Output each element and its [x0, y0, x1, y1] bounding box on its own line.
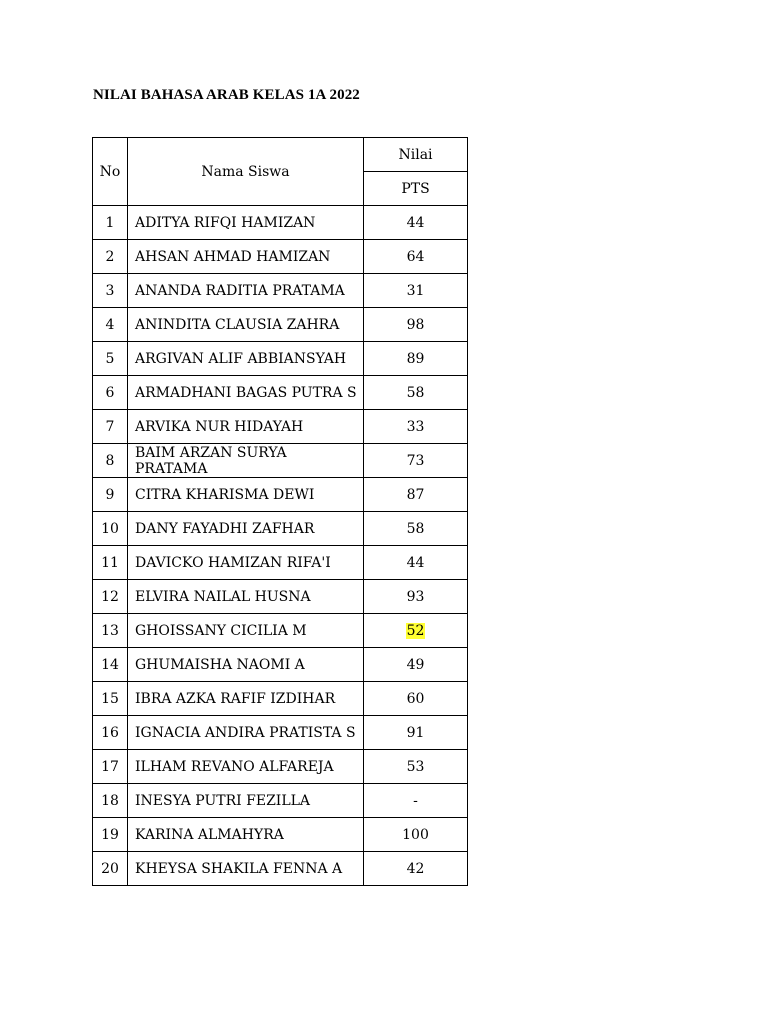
pts-score [364, 580, 468, 614]
pts-score [364, 512, 468, 546]
pts-score-text: 64 [406, 248, 425, 265]
table-row [93, 818, 468, 852]
pts-score-text: 98 [406, 316, 425, 333]
student-name-text: ADITYA RIFQI HAMIZAN [135, 214, 316, 231]
table-row [93, 478, 468, 512]
student-name-text: IGNACIA ANDIRA PRATISTA S [135, 724, 356, 741]
student-name [128, 410, 364, 444]
table-row [93, 444, 468, 478]
student-name [128, 818, 364, 852]
pts-score [364, 342, 468, 376]
pts-score-text: 89 [406, 350, 425, 367]
pts-score [364, 274, 468, 308]
student-name-text: ARMADHANI BAGAS PUTRA S [135, 384, 357, 401]
table-row [93, 206, 468, 240]
student-name-text: GHUMAISHA NAOMI A [135, 656, 305, 673]
table-row [93, 614, 468, 648]
pts-score-text: 87 [406, 486, 425, 503]
pts-score-text: 58 [406, 520, 425, 537]
student-name-text: AHSAN AHMAD HAMIZAN [135, 248, 331, 265]
table-row [93, 546, 468, 580]
row-number: 2 [93, 240, 128, 274]
pts-score-text: 93 [406, 588, 425, 605]
student-name-text: ILHAM REVANO ALFAREJA [135, 758, 334, 775]
row-number: 9 [93, 478, 128, 512]
pts-score-text: 33 [406, 418, 425, 435]
pts-score [364, 852, 468, 886]
row-number: 11 [93, 546, 128, 580]
student-name [128, 240, 364, 274]
pts-score [364, 376, 468, 410]
row-number: 7 [93, 410, 128, 444]
row-number: 16 [93, 716, 128, 750]
table-row [93, 784, 468, 818]
row-number: 13 [93, 614, 128, 648]
student-name [128, 580, 364, 614]
student-name-text: ARGIVAN ALIF ABBIANSYAH [135, 350, 347, 367]
pts-score-text: 42 [406, 860, 425, 877]
pts-score-text: 53 [406, 758, 425, 775]
student-name-text: DANY FAYADHI ZAFHAR [135, 520, 315, 537]
student-name [128, 614, 364, 648]
pts-score [364, 818, 468, 852]
pts-score-text: 91 [406, 724, 425, 741]
student-name [128, 444, 364, 478]
table-row [93, 274, 468, 308]
student-name [128, 206, 364, 240]
pts-score [364, 750, 468, 784]
student-name [128, 376, 364, 410]
row-number: 18 [93, 784, 128, 818]
table-row [93, 648, 468, 682]
pts-score-text: 73 [406, 452, 425, 469]
table-row [93, 852, 468, 886]
table-row [93, 716, 468, 750]
student-name-text: INESYA PUTRI FEZILLA [135, 792, 311, 809]
highlighted-score: 52 [406, 622, 425, 639]
student-name [128, 682, 364, 716]
table-row [93, 376, 468, 410]
row-number: 17 [93, 750, 128, 784]
pts-score-text: 100 [402, 826, 429, 843]
student-name-text: KARINA ALMAHYRA [135, 826, 284, 843]
pts-score [364, 546, 468, 580]
row-number: 3 [93, 274, 128, 308]
student-name [128, 478, 364, 512]
student-name-text: BAIM ARZAN SURYA PRATAMA [135, 444, 287, 477]
student-name-text: CITRA KHARISMA DEWI [135, 486, 315, 503]
row-number: 6 [93, 376, 128, 410]
student-name-text: IBRA AZKA RAFIF IZDIHAR [135, 690, 336, 707]
pts-score [364, 240, 468, 274]
pts-score [364, 716, 468, 750]
student-name [128, 750, 364, 784]
student-name-text: ANANDA RADITIA PRATAMA [135, 282, 345, 299]
header-no: No [93, 138, 128, 206]
pts-score-text: 31 [406, 282, 425, 299]
pts-score [364, 614, 468, 648]
row-number: 4 [93, 308, 128, 342]
pts-score [364, 444, 468, 478]
student-name [128, 274, 364, 308]
row-number: 19 [93, 818, 128, 852]
row-number: 10 [93, 512, 128, 546]
table-row [93, 580, 468, 614]
document-title: NILAI BAHASA ARAB KELAS 1A 2022 [93, 87, 360, 103]
row-number: 1 [93, 206, 128, 240]
student-name [128, 852, 364, 886]
row-number: 8 [93, 444, 128, 478]
pts-score [364, 682, 468, 716]
student-name-text: ANINDITA CLAUSIA ZAHRA [135, 316, 340, 333]
student-name-text: KHEYSA SHAKILA FENNA A [135, 860, 343, 877]
table-row [93, 682, 468, 716]
student-name-text: GHOISSANY CICILIA M [135, 622, 307, 639]
pts-score-text: - [413, 792, 418, 809]
table-row [93, 512, 468, 546]
row-number: 12 [93, 580, 128, 614]
student-name [128, 546, 364, 580]
table-row [93, 308, 468, 342]
row-number: 5 [93, 342, 128, 376]
student-name-text: ARVIKA NUR HIDAYAH [135, 418, 304, 435]
student-name-text: DAVICKO HAMIZAN RIFA'I [135, 554, 331, 571]
student-name [128, 716, 364, 750]
pts-score [364, 478, 468, 512]
student-name [128, 784, 364, 818]
row-number: 14 [93, 648, 128, 682]
table-row [93, 240, 468, 274]
student-name [128, 342, 364, 376]
table-header-row [93, 138, 468, 172]
pts-score-text: 44 [406, 554, 425, 571]
pts-score [364, 308, 468, 342]
pts-score-text: 44 [406, 214, 425, 231]
pts-score [364, 784, 468, 818]
pts-score [364, 648, 468, 682]
row-number: 15 [93, 682, 128, 716]
pts-score-text: 49 [406, 656, 425, 673]
header-pts: PTS [364, 172, 468, 206]
pts-score [364, 410, 468, 444]
grades-table [92, 137, 468, 886]
student-name [128, 648, 364, 682]
table-row [93, 410, 468, 444]
row-number: 20 [93, 852, 128, 886]
pts-score-text: 58 [406, 384, 425, 401]
pts-score [364, 206, 468, 240]
student-name-text: ELVIRA NAILAL HUSNA [135, 588, 311, 605]
table-row [93, 750, 468, 784]
table-row [93, 342, 468, 376]
pts-score-text: 60 [406, 690, 425, 707]
student-name [128, 308, 364, 342]
student-name [128, 512, 364, 546]
header-nilai: Nilai [364, 138, 468, 172]
header-name: Nama Siswa [128, 138, 364, 206]
